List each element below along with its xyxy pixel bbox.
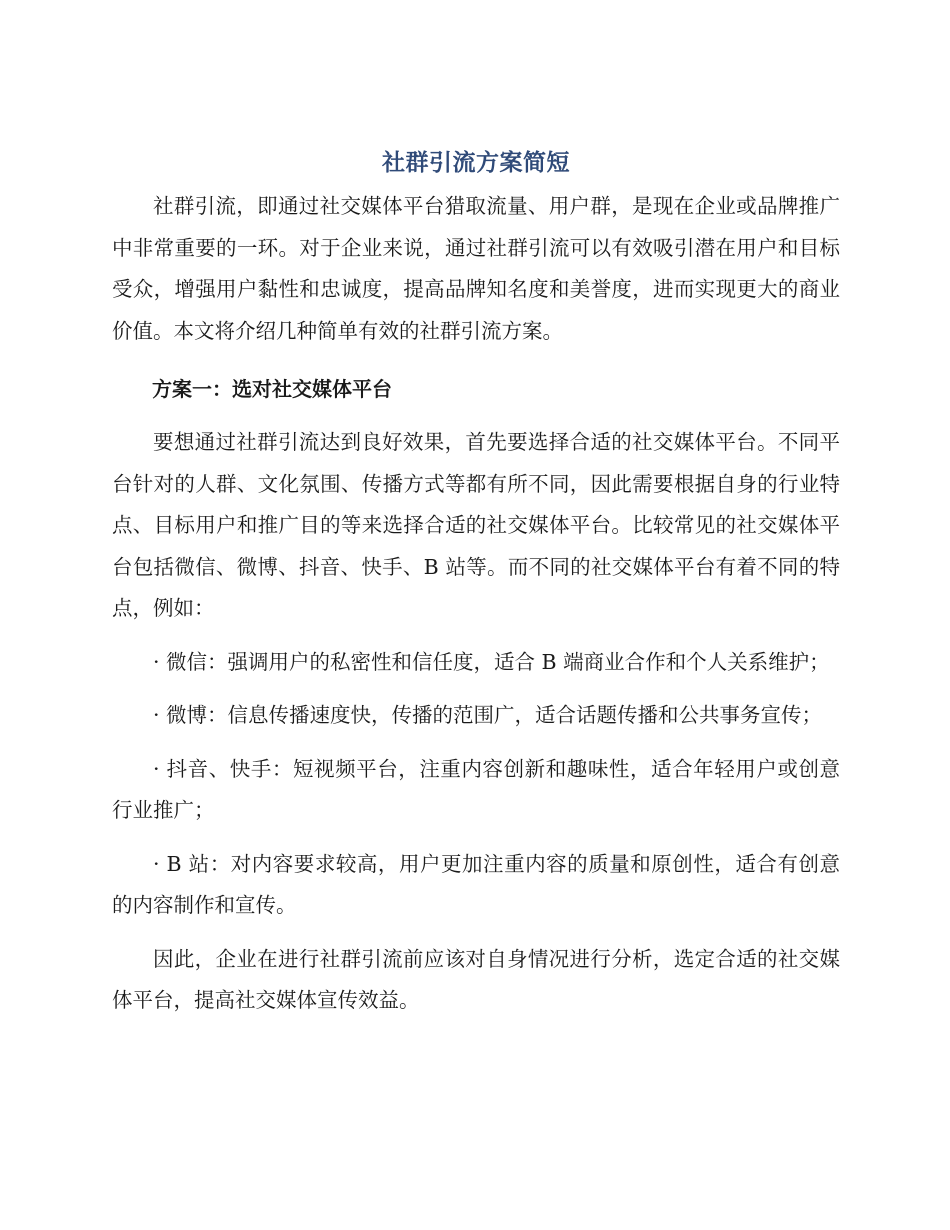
bullet-item-douyin-kuaishou: · 抖音、快手：短视频平台，注重内容创新和趣味性，适合年轻用户或创意行业推广； <box>112 756 840 822</box>
bullet-item-bilibili: · B 站：对内容要求较高，用户更加注重内容的质量和原创性，适合有创意的内容制作和宣传。 <box>112 851 840 917</box>
spacer <box>112 737 840 749</box>
section-paragraph: 要想通过社群引流达到良好效果，首先要选择合适的社交媒体平台。不同平台针对的人群、文化氛围、传播方式等都有所不同，因此需要根据自身的行业特点、目标用户和推广目的等来选择合适的社交媒体平台。比较常见的社交媒体平台包括微信、微博、抖音、快手、B 站等。而不同的社交媒体平台有着不同的特点，例如： <box>112 430 840 620</box>
bullet-item-weibo: · 微博：信息传播速度快，传播的范围广，适合话题传播和公共事务宣传； <box>153 703 823 727</box>
spacer <box>112 630 840 642</box>
spacer <box>112 683 840 695</box>
spacer <box>112 410 840 422</box>
document-title: 社群引流方案简短 <box>382 150 570 176</box>
spacer <box>112 352 840 368</box>
intro-paragraph: 社群引流，即通过社交媒体平台猎取流量、用户群，是现在企业或品牌推广中非常重要的一环。对于企业来说，通过社群引流可以有效吸引潜在用户和目标受众，增强用户黏性和忠诚度，提高品牌知名度和美誉度，进而实现更大的商业价值。本文将介绍几种简单有效的社群引流方案。 <box>112 194 840 343</box>
spacer <box>112 927 840 939</box>
document-body <box>112 140 840 1022</box>
section-heading: 方案一：选对社交媒体平台 <box>152 377 392 401</box>
spacer <box>112 832 840 844</box>
conclusion-paragraph: 因此，企业在进行社群引流前应该对自身情况进行分析，选定合适的社交媒体平台，提高社交媒体宣传效益。 <box>112 946 840 1012</box>
bullet-item-wechat: · 微信：强调用户的私密性和信任度，适合 B 端商业合作和个人关系维护； <box>153 649 830 674</box>
